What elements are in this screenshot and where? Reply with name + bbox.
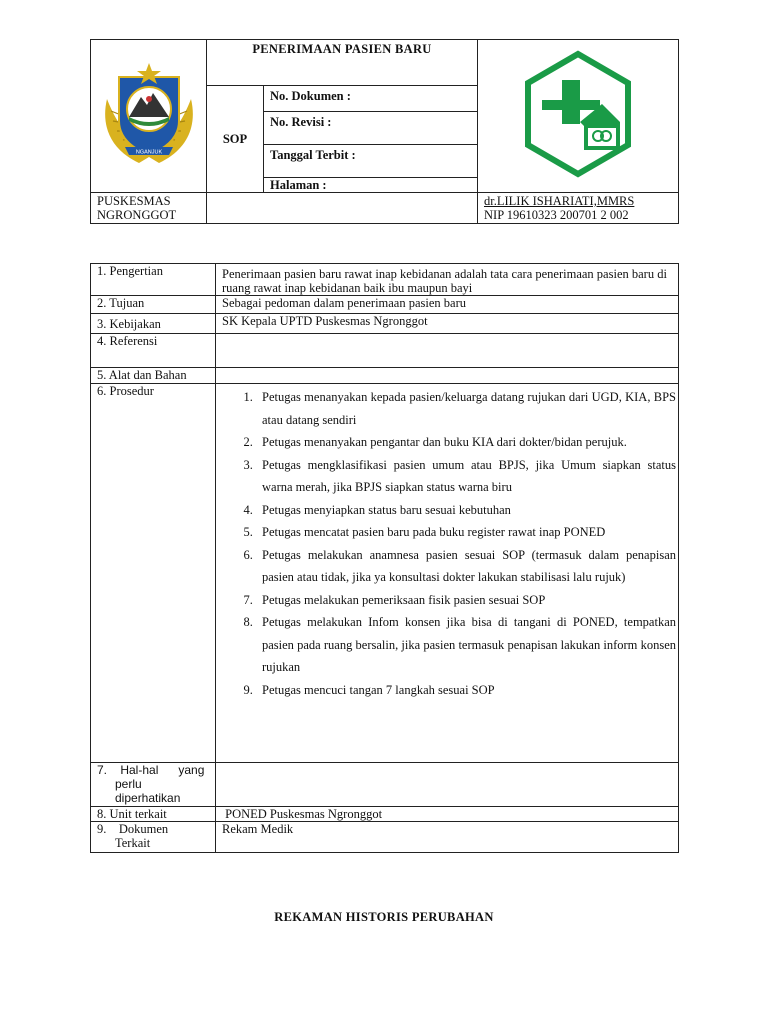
prosedur-list	[216, 384, 678, 701]
halaman-field: Halaman :	[264, 178, 478, 193]
nganjuk-emblem-icon	[99, 59, 199, 169]
svg-text:NGANJUK: NGANJUK	[135, 149, 162, 156]
empty-middle-cell	[207, 193, 478, 224]
dokumen-label-line-2: Terkait	[115, 836, 151, 850]
puskesmas-logo-icon	[522, 50, 634, 178]
hal-hal-label-line-1: 7. Hal-hal yang	[97, 763, 205, 777]
list-item: 1. Petugas menanyakan kepada pasien/keluarga datang rujukan dari UGD, KIA, BPS atau datang sendiri	[256, 386, 676, 431]
document-title: PENERIMAAN PASIEN BARU	[207, 40, 478, 86]
tujuan-text: Sebagai pedoman dalam penerimaan pasien baru	[216, 296, 679, 314]
no-dokumen-field: No. Dokumen :	[264, 86, 478, 112]
puskesmas-logo-cell	[478, 40, 679, 193]
list-item: 4. Petugas menyiapkan status baru sesuai kebutuhan	[256, 499, 676, 522]
list-item: 6. Petugas melakukan anamnesa pasien sesuai SOP (termasuk dalam penapisan pasien atau tidak, jika ya konsultasi dokter lakukan stabilisasi lalu rujuk)	[256, 544, 676, 589]
tanggal-terbit-field: Tanggal Terbit :	[264, 145, 478, 178]
sop-content-table	[90, 263, 679, 853]
organization-name	[91, 193, 207, 224]
sop-label: SOP	[207, 86, 264, 193]
list-item: 8. Petugas melakukan Infom konsen jika bisa di tangani di PONED, tempatkan pasien pada ruang bersalin, jika pasien termasuk penapisan lakukan inform konsen rujukan	[256, 611, 676, 679]
alat-text	[216, 368, 679, 384]
table-row	[91, 314, 679, 334]
pengertian-label: 1. Pengertian	[91, 264, 216, 296]
unit-terkait-text: PONED Puskesmas Ngronggot	[216, 807, 679, 822]
referensi-text	[216, 334, 679, 368]
list-item: 3. Petugas mengklasifikasi pasien umum atau BPJS, jika Umum siapkan status warna merah, jika BPJS siapkan status warna biru	[256, 454, 676, 499]
table-row	[91, 334, 679, 368]
dokumen-terkait-text: Rekam Medik	[216, 822, 679, 853]
prosedur-label: 6. Prosedur	[91, 384, 216, 763]
table-row	[91, 296, 679, 314]
sop-header-table	[90, 39, 679, 224]
history-section-title: REKAMAN HISTORIS PERUBAHAN	[274, 910, 494, 924]
list-item: 9. Petugas mencuci tangan 7 langkah sesuai SOP	[256, 679, 676, 702]
signer-name: dr.LILIK ISHARIATI,MMRS	[484, 194, 635, 208]
pengertian-text: Penerimaan pasien baru rawat inap kebidanan adalah tata cara penerimaan pasien baru di ruang rawat inap kebidanan baik ibu maupun bayi	[216, 264, 679, 296]
table-row	[91, 822, 679, 853]
table-row	[91, 264, 679, 296]
unit-terkait-label: 8. Unit terkait	[91, 807, 216, 822]
hal-hal-label-line-2: perlu	[115, 777, 142, 791]
prosedur-cell	[216, 384, 679, 763]
table-row	[91, 368, 679, 384]
dokumen-label-line-1: 9. Dokumen	[97, 822, 169, 836]
table-row	[91, 763, 679, 807]
hal-hal-label	[91, 763, 216, 807]
referensi-label: 4. Referensi	[91, 334, 216, 368]
alat-label: 5. Alat dan Bahan	[91, 368, 216, 384]
list-item: 5. Petugas mencatat pasien baru pada buku register rawat inap PONED	[256, 521, 676, 544]
no-revisi-field: No. Revisi :	[264, 112, 478, 145]
tujuan-label: 2. Tujuan	[91, 296, 216, 314]
hal-hal-label-line-3: diperhatikan	[115, 791, 181, 805]
hal-hal-text	[216, 763, 679, 807]
list-item: 7. Petugas melakukan pemeriksaan fisik pasien sesuai SOP	[256, 589, 676, 612]
org-line-1: PUSKESMAS	[97, 194, 171, 208]
table-row	[91, 384, 679, 763]
signer-nip: NIP 19610323 200701 2 002	[484, 208, 629, 222]
emblem-cell	[91, 40, 207, 193]
org-line-2: NGRONGGOT	[97, 208, 177, 222]
list-item: 2. Petugas menanyakan pengantar dan buku KIA dari dokter/bidan perujuk.	[256, 431, 676, 454]
table-row	[91, 807, 679, 822]
dokumen-terkait-label	[91, 822, 216, 853]
kebijakan-label: 3. Kebijakan	[91, 314, 216, 334]
signer-block	[478, 193, 679, 224]
kebijakan-text: SK Kepala UPTD Puskesmas Ngronggot	[216, 314, 679, 334]
